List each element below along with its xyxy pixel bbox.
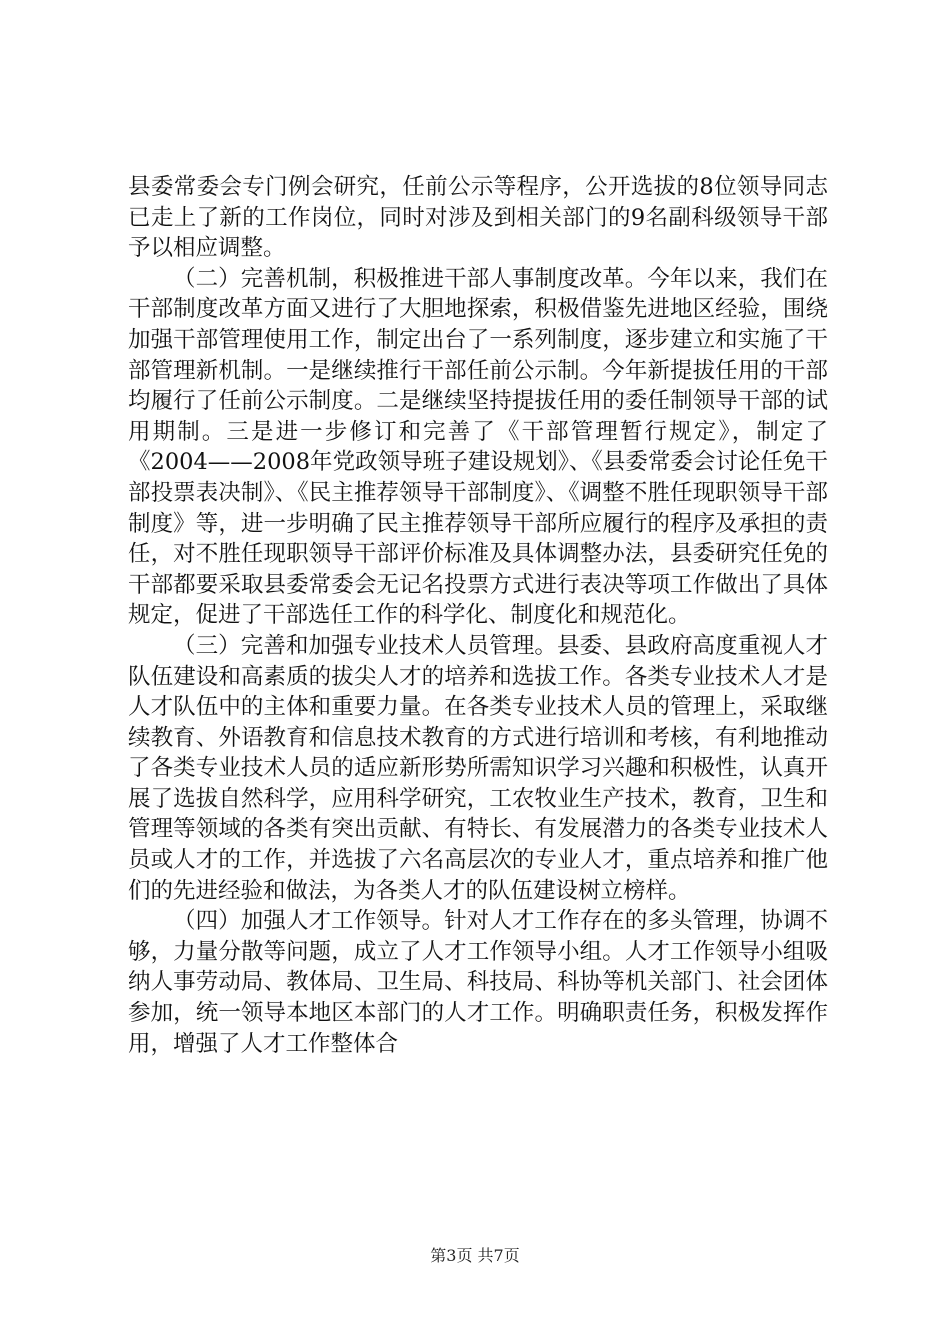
page-number: 第3页 共7页 [430,1246,520,1265]
paragraph-continuation: 县委常委会专门例会研究，任前公示等程序，公开选拔的8位领导同志已走上了新的工作岗位，同时对涉及到相关部门的9名副科级领导干部予以相应调整。 [128,174,828,262]
page-footer [0,1246,950,1266]
paragraph-section-four: （四）加强人才工作领导。针对人才工作存在的多头管理，协调不够，力量分散等问题，成立了人才工作领导小组。人才工作领导小组吸纳人事劳动局、教体局、卫生局、科技局、科协等机关部门、社会团体参加，统一领导本地区本部门的人才工作。明确职责任务，积极发挥作用，增强了人才工作整体合 [128,908,828,1057]
document-body [128,172,828,1059]
paragraph-section-two: （二）完善机制，积极推进干部人事制度改革。今年以来，我们在干部制度改革方面又进行了大胆地探索，积极借鉴先进地区经验，围绕加强干部管理使用工作，制定出台了一系列制度，逐步建立和实施了干部管理新机制。一是继续推行干部任前公示制。今年新提拔任用的干部均履行了任前公示制度。二是继续坚持提拔任用的委任制领导干部的试用期制。三是进一步修订和完善了《干部管理暂行规定》，制定了《2004——2008年党政领导班子建设规划》、《县委常委会讨论任免干部投票表决制》、《民主推荐领导干部制度》、《调整不胜任现职领导干部制度》等，进一步明确了民主推荐领导干部所应履行的程序及承担的责任，对不胜任现职领导干部评价标准及具体调整办法，县委研究任免的干部都要采取县委常委会无记名投票方式进行表决等项工作做出了具体规定，促进了干部选任工作的科学化、制度化和规范化。 [128,265,828,629]
paragraph-section-three: （三）完善和加强专业技术人员管理。县委、县政府高度重视人才队伍建设和高素质的拔尖人才的培养和选拔工作。各类专业技术人才是人才队伍中的主体和重要力量。在各类专业技术人员的管理上，采取继续教育、外语教育和信息技术教育的方式进行培训和考核，有利地推动了各类专业技术人员的适应新形势所需知识学习兴趣和积极性，认真开展了选拔自然科学，应用科学研究，工农牧业生产技术，教育，卫生和管理等领域的各类有突出贡献、有特长、有发展潜力的各类专业技术人员或人才的工作，并选拔了六名高层次的专业人才，重点培养和推广他们的先进经验和做法，为各类人才的队伍建设树立榜样。 [128,632,828,904]
